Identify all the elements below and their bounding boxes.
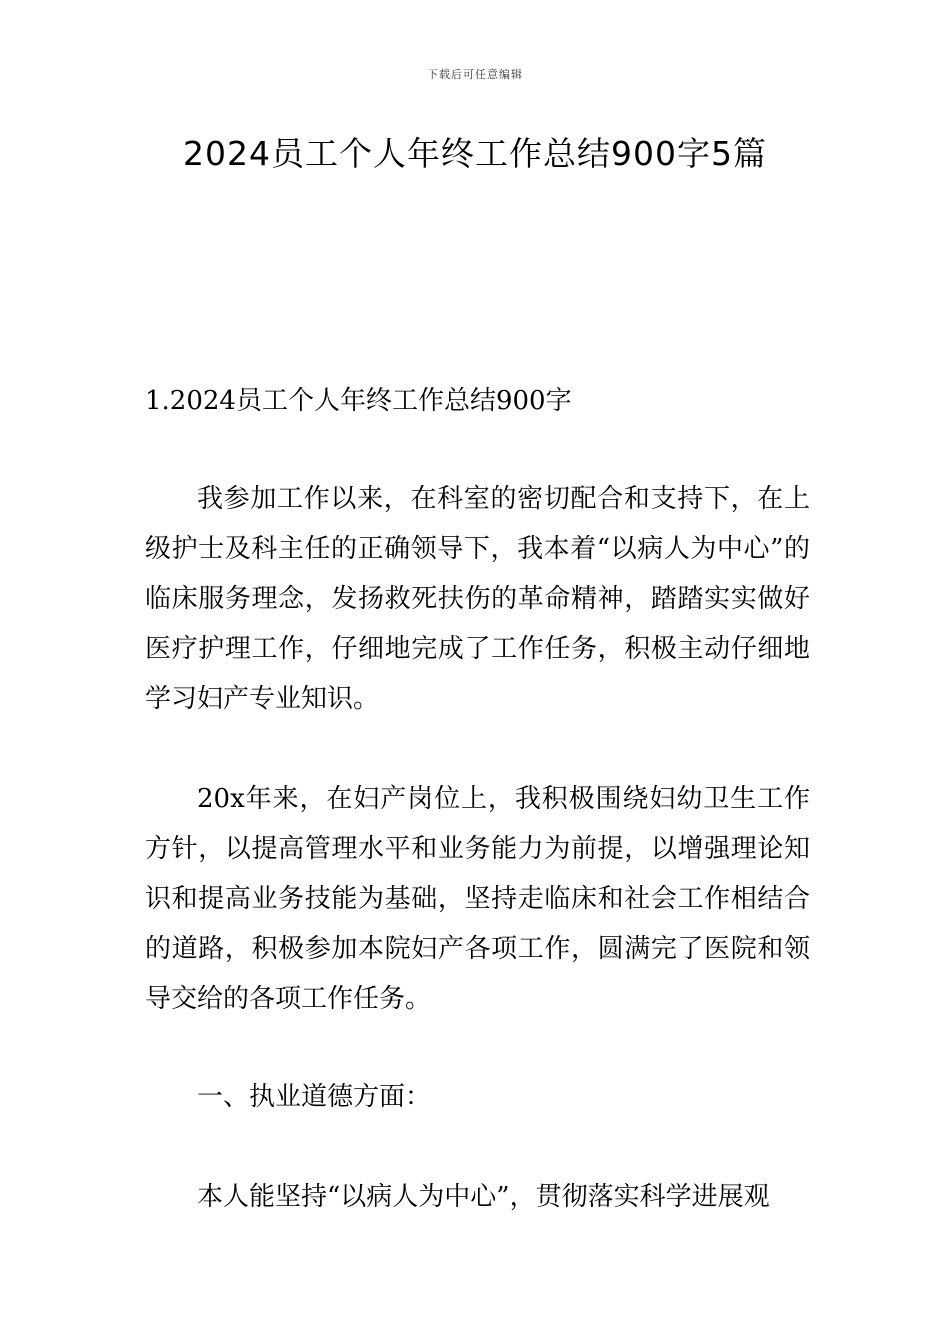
paragraph-2: 20x年来，在妇产岗位上，我积极围绕妇幼卫生工作方针，以提高管理水平和业务能力为前提，以增强理论知识和提高业务技能为基础，坚持走临床和社会工作相结合的道路，积极参加本院妇产各项工作，圆满完了医院和领导交给的各项工作任务。 [145, 784, 810, 1014]
paragraph-3: 本人能坚持“以病人为中心”，贯彻落实科学进展观 [197, 1182, 770, 1212]
section-heading: 1.2024员工个人年终工作总结900字 [145, 386, 572, 416]
subheading-ethics: 一、执业道德方面： [197, 1082, 432, 1112]
header-note: 下载后可任意编辑 [427, 68, 523, 81]
document-title: 2024员工个人年终工作总结900字5篇 [183, 134, 767, 173]
paragraph-1: 我参加工作以来，在科室的密切配合和支持下，在上级护士及科主任的正确领导下，我本着“以病人为中心”的临床服务理念，发扬救死扶伤的革命精神，踏踏实实做好医疗护理工作，仔细地完成了工作任务，积极主动仔细地学习妇产专业知识。 [145, 484, 810, 714]
